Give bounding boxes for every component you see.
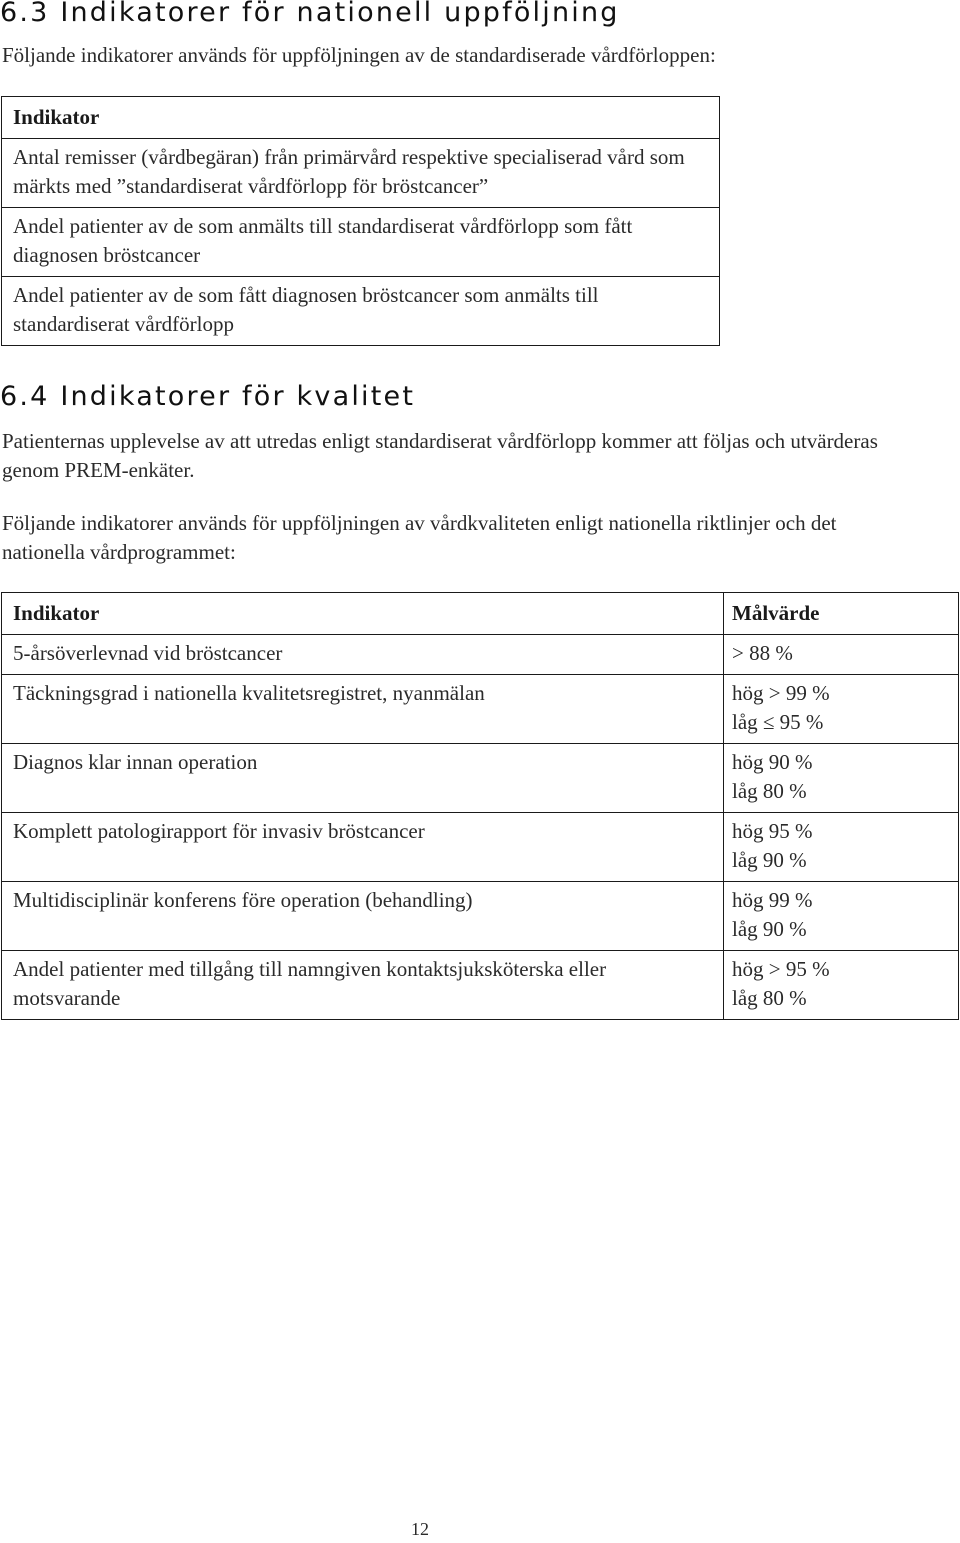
page-number: 12: [411, 1519, 429, 1539]
table-row: [2, 882, 959, 951]
target-low: låg 80 %: [732, 986, 807, 1010]
target-low: låg 80 %: [732, 779, 807, 803]
national-indicators-table: [1, 96, 720, 346]
section-heading-6-4: 6.4 Indikatorer för kvalitet: [0, 381, 416, 412]
target-low: låg ≤ 95 %: [732, 710, 824, 734]
section-intro: Följande indikatorer används för uppföljningen av de standardiserade vårdförloppen:: [2, 43, 716, 67]
prem-paragraph: Patienternas upplevelse av att utredas enligt standardiserat vårdförlopp kommer att följas och utvärderas genom PREM-enkäter.: [2, 429, 878, 482]
indicator-column-header: Indikator: [2, 593, 724, 635]
indicator-cell: Andel patienter av de som fått diagnosen bröstcancer som anmälts till standardiserat vårdförlopp: [2, 277, 720, 346]
quality-indicators-intro: Följande indikatorer används för uppföljningen av vårdkvaliteten enligt nationella riktlinjer och det nationella vårdprogrammet:: [2, 511, 837, 564]
target-cell: [724, 813, 959, 882]
target-high: hög 99 %: [732, 888, 813, 912]
target-high: hög > 99 %: [732, 681, 830, 705]
target-cell: [724, 951, 959, 1020]
target-low: låg 90 %: [732, 848, 807, 872]
target-high: hög 95 %: [732, 819, 813, 843]
table-header-row: [2, 593, 959, 635]
indicator-cell: 5-årsöverlevnad vid bröstcancer: [2, 635, 724, 675]
target-low: låg 90 %: [732, 917, 807, 941]
indicator-cell: Täckningsgrad i nationella kvalitetsregistret, nyanmälan: [2, 675, 724, 744]
target-column-header: Målvärde: [724, 593, 959, 635]
indicator-cell: Andel patienter med tillgång till namngiven kontaktsjuksköterska eller motsvarande: [2, 951, 724, 1020]
table-row: [2, 744, 959, 813]
table-row: [2, 208, 720, 277]
quality-indicators-table: [1, 592, 959, 1020]
target-value: > 88 %: [732, 641, 793, 665]
indicator-cell: Andel patienter av de som anmälts till standardiserat vårdförlopp som fått diagnosen bröstcancer: [2, 208, 720, 277]
indicator-cell: Diagnos klar innan operation: [2, 744, 724, 813]
target-cell: [724, 675, 959, 744]
section-heading-6-3: 6.3 Indikatorer för nationell uppföljning: [0, 0, 620, 28]
target-cell: [724, 635, 959, 675]
indicator-cell: Komplett patologirapport för invasiv bröstcancer: [2, 813, 724, 882]
table-header-row: [2, 97, 720, 139]
indicator-cell: Antal remisser (vårdbegäran) från primärvård respektive specialiserad vård som märkts med ”standardiserat vårdförlopp för bröstcancer”: [2, 139, 720, 208]
table-row: [2, 277, 720, 346]
table-row: [2, 675, 959, 744]
table-row: [2, 951, 959, 1020]
indicator-cell: Multidisciplinär konferens före operation (behandling): [2, 882, 724, 951]
target-high: hög > 95 %: [732, 957, 830, 981]
target-high: hög 90 %: [732, 750, 813, 774]
table-row: [2, 139, 720, 208]
target-cell: [724, 744, 959, 813]
target-cell: [724, 882, 959, 951]
table-row: [2, 813, 959, 882]
table-row: [2, 635, 959, 675]
indicator-column-header: Indikator: [2, 97, 720, 139]
